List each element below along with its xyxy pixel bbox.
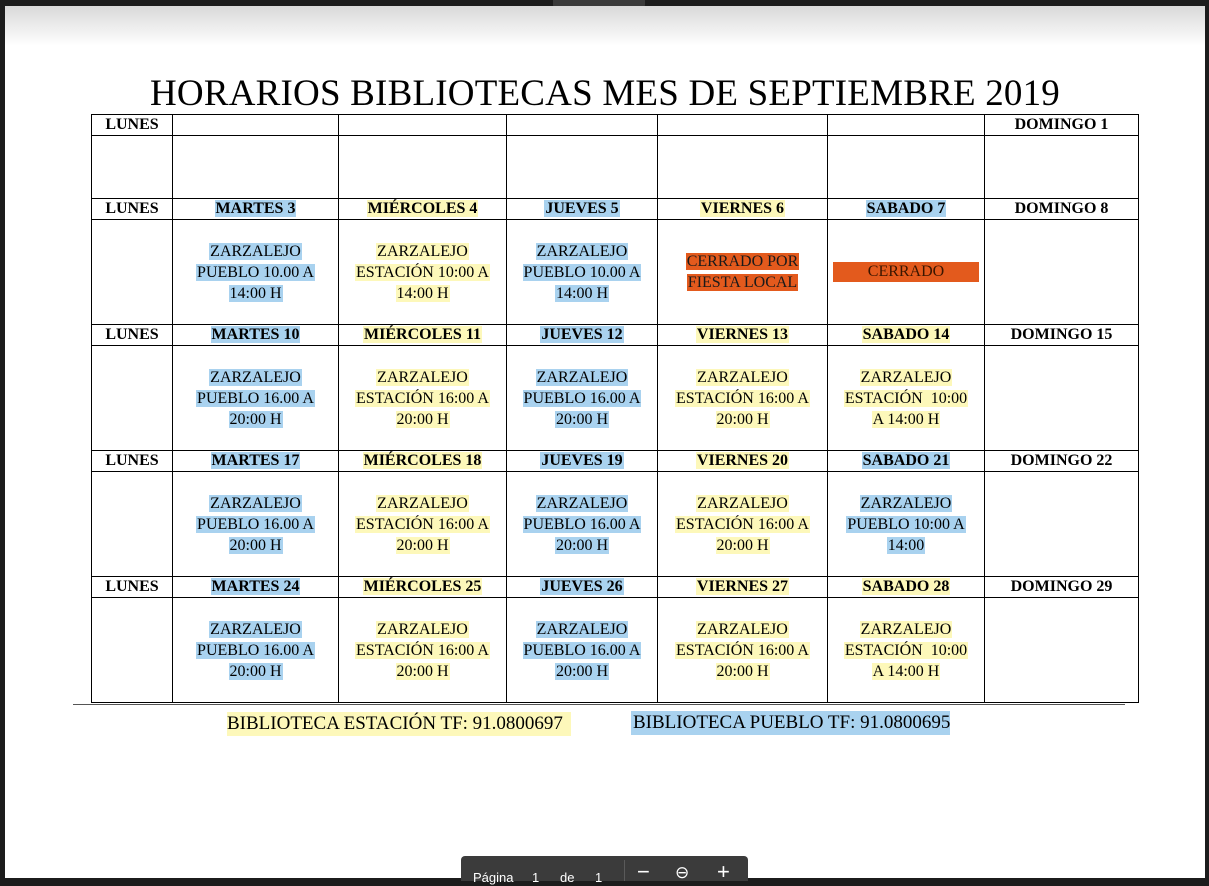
schedule-line: 20:00 H [229,410,282,428]
schedule-line: 20:00 H [716,410,769,428]
day-header-cell [173,577,339,598]
schedule-row [92,136,1139,199]
schedule-line: ZARZALEJO [210,242,301,260]
zoom-reset-icon[interactable]: ⊖ [675,863,690,882]
schedule-line: ZARZALEJO [377,368,468,386]
day-label: DOMINGO 22 [1010,452,1113,469]
schedule-cell [339,472,507,577]
schedule-line: 20:00 H [556,410,608,428]
day-label: LUNES [105,326,159,343]
schedule-cell [92,220,173,325]
schedule-cell [173,346,339,451]
day-header-cell [507,115,658,136]
day-header-cell [985,451,1139,472]
day-header-cell [828,199,985,220]
day-label: LUNES [105,578,159,595]
day-header-cell [339,451,507,472]
schedule-cell [985,472,1139,577]
day-header-cell [985,577,1139,598]
day-label: VIERNES 20 [696,452,789,469]
schedule-cell [173,472,339,577]
day-label: VIERNES 6 [700,200,785,217]
day-label: MIÉRCOLES 18 [363,452,482,469]
footer-pueblo-phone: BIBLIOTECA PUEBLO TF: 91.0800695 [633,712,951,733]
day-header-cell [658,577,828,598]
schedule-line: ZARZALEJO [697,368,788,386]
day-header-cell [658,325,828,346]
schedule-line: ESTACIÓN 10:00 [844,389,968,407]
day-header-cell [507,451,658,472]
schedule-line: 20:00 H [229,662,282,680]
document-title: HORARIOS BIBLIOTECAS MES DE SEPTIEMBRE 2019 [149,73,1061,114]
day-header-row [92,451,1139,472]
schedule-line: ESTACIÓN 10:00 A [356,263,489,281]
schedule-line: A 14:00 H [872,662,940,680]
day-label: SABADO 21 [862,452,950,469]
schedule-line: 20:00 H [396,536,449,554]
schedule-cell [507,220,658,325]
schedule-line: ZARZALEJO [536,620,628,638]
schedule-line: PUEBLO 16.00 A [523,641,641,659]
schedule-cell [173,220,339,325]
day-label: MARTES 10 [211,326,300,343]
schedule-line: ZARZALEJO [536,368,628,386]
day-header-cell [828,115,985,136]
day-header-cell [339,199,507,220]
day-header-row [92,325,1139,346]
day-label: JUEVES 19 [541,452,623,469]
day-label: DOMINGO 15 [1010,326,1113,343]
day-label: SABADO 14 [862,326,950,343]
schedule-line: ZARZALEJO [377,494,468,512]
schedule-line: ZARZALEJO [860,620,952,638]
schedule-cell [339,136,507,199]
schedule-cell [507,346,658,451]
day-label: LUNES [105,116,159,133]
schedule-line: ZARZALEJO [697,620,788,638]
schedule-row [92,220,1139,325]
schedule-cell [658,346,828,451]
day-header-cell [985,199,1139,220]
schedule-cell [339,346,507,451]
schedule-cell [658,136,828,199]
schedule-cell [339,598,507,703]
day-header-cell [507,325,658,346]
day-label: MARTES 3 [215,200,296,217]
schedule-line: ESTACIÓN 16:00 A [356,515,489,533]
day-label: MIÉRCOLES 11 [364,326,481,343]
schedule-cell [985,346,1139,451]
day-header-cell [985,115,1139,136]
day-label: LUNES [105,452,159,469]
pdf-page [5,6,1205,884]
schedule-cell [658,220,828,325]
day-label: JUEVES 5 [545,200,619,217]
day-header-cell [173,115,339,136]
schedule-cell [173,598,339,703]
schedule-line: ZARZALEJO [377,620,468,638]
schedule-line: ZARZALEJO [536,494,628,512]
day-header-cell [507,577,658,598]
schedule-cell [658,472,828,577]
day-header-cell [339,115,507,136]
schedule-cell [92,136,173,199]
schedule-cell [658,598,828,703]
schedule-line: PUEBLO 16.00 A [523,515,641,533]
closed-label: CERRADO [833,262,979,282]
closed-label-line: FIESTA LOCAL [687,274,798,291]
closed-label-line: CERRADO POR [686,253,799,270]
day-header-cell [658,115,828,136]
schedule-line: PUEBLO 10.00 A [197,263,314,281]
schedule-line: PUEBLO 16.00 A [197,641,314,659]
schedule-cell [507,136,658,199]
day-header-cell [92,451,173,472]
schedule-cell [828,346,985,451]
schedule-line: PUEBLO 16.00 A [523,389,641,407]
day-header-cell [339,325,507,346]
schedule-line: ZARZALEJO [210,368,301,386]
schedule-cell [985,220,1139,325]
schedule-line: 20:00 H [716,662,769,680]
schedule-cell [92,346,173,451]
schedule-line: 20:00 H [716,536,769,554]
day-header-cell [828,325,985,346]
day-label: DOMINGO 1 [1014,116,1109,133]
schedule-line: PUEBLO 10:00 A [847,515,965,533]
schedule-line: ESTACIÓN 16:00 A [676,389,809,407]
day-label: VIERNES 27 [696,578,789,595]
schedule-line: PUEBLO 16.00 A [197,389,314,407]
schedule-line: ZARZALEJO [860,494,952,512]
toolbar-separator [624,860,625,881]
day-label: MARTES 17 [211,452,300,469]
day-header-cell [828,577,985,598]
schedule-row [92,598,1139,703]
day-header-row [92,199,1139,220]
day-label: MIÉRCOLES 25 [363,578,482,595]
day-header-cell [658,451,828,472]
schedule-line: PUEBLO 10.00 A [523,263,641,281]
schedule-line: ESTACIÓN 16:00 A [676,641,809,659]
schedule-line: A 14:00 H [872,410,940,428]
day-label: MARTES 24 [211,578,300,595]
schedule-line: ZARZALEJO [860,368,952,386]
schedule-row [92,346,1139,451]
of-label: de [560,870,575,885]
footer-divider [73,704,1125,705]
schedule-line: 20:00 H [396,410,449,428]
day-header-row [92,115,1139,136]
schedule-cell [985,598,1139,703]
schedule-line: ESTACIÓN 16:00 A [356,641,489,659]
day-header-cell [173,451,339,472]
schedule-line: 20:00 H [396,662,449,680]
day-header-cell [507,199,658,220]
schedule-line: ESTACIÓN 16:00 A [356,389,489,407]
schedule-cell [828,598,985,703]
schedule-table [91,114,1139,703]
total-pages: 1 [595,870,603,885]
schedule-line: ESTACIÓN 16:00 A [676,515,809,533]
schedule-line: ZARZALEJO [210,620,301,638]
schedule-cell [828,220,985,325]
day-label: SABADO 7 [866,200,946,217]
zoom-out-icon[interactable]: − [637,859,650,884]
day-header-row [92,577,1139,598]
day-label: MIÉRCOLES 4 [367,200,478,217]
page-label: Página [473,870,514,885]
schedule-cell [339,220,507,325]
day-header-cell [173,325,339,346]
schedule-line: 20:00 H [229,536,282,554]
day-header-cell [658,199,828,220]
schedule-row [92,472,1139,577]
day-header-cell [92,115,173,136]
day-header-cell [173,199,339,220]
footer-estacion-phone: BIBLIOTECA ESTACIÓN TF: 91.0800697 [227,712,571,736]
page-top-shadow [5,6,1205,46]
schedule-cell [92,598,173,703]
day-header-cell [92,199,173,220]
schedule-line: 14:00 H [396,284,449,302]
day-label: JUEVES 26 [541,578,623,595]
schedule-line: 14:00 [887,536,925,554]
current-page-input[interactable]: 1 [532,870,540,885]
day-header-cell [339,577,507,598]
schedule-line: ESTACIÓN 10:00 [844,641,968,659]
schedule-cell [507,598,658,703]
schedule-line: ZARZALEJO [536,242,628,260]
schedule-line: ZARZALEJO [697,494,788,512]
schedule-line: ZARZALEJO [210,494,301,512]
schedule-line: PUEBLO 16.00 A [197,515,314,533]
day-header-cell [985,325,1139,346]
schedule-cell [173,136,339,199]
schedule-cell [92,472,173,577]
schedule-cell [507,472,658,577]
day-header-cell [828,451,985,472]
zoom-in-icon[interactable]: + [717,859,730,884]
schedule-line: 14:00 H [229,284,282,302]
schedule-cell [828,136,985,199]
day-header-cell [92,577,173,598]
day-label: DOMINGO 8 [1014,200,1109,217]
day-label: DOMINGO 29 [1010,578,1113,595]
day-label: SABADO 28 [862,578,950,595]
day-label: VIERNES 13 [696,326,789,343]
schedule-line: 20:00 H [556,536,608,554]
schedule-line: 14:00 H [556,284,608,302]
schedule-cell [828,472,985,577]
schedule-cell [985,136,1139,199]
day-label: LUNES [105,200,159,217]
schedule-line: 20:00 H [556,662,608,680]
day-label: JUEVES 12 [541,326,623,343]
pdf-viewer-toolbar [461,856,748,885]
day-header-cell [92,325,173,346]
schedule-line: ZARZALEJO [377,242,468,260]
